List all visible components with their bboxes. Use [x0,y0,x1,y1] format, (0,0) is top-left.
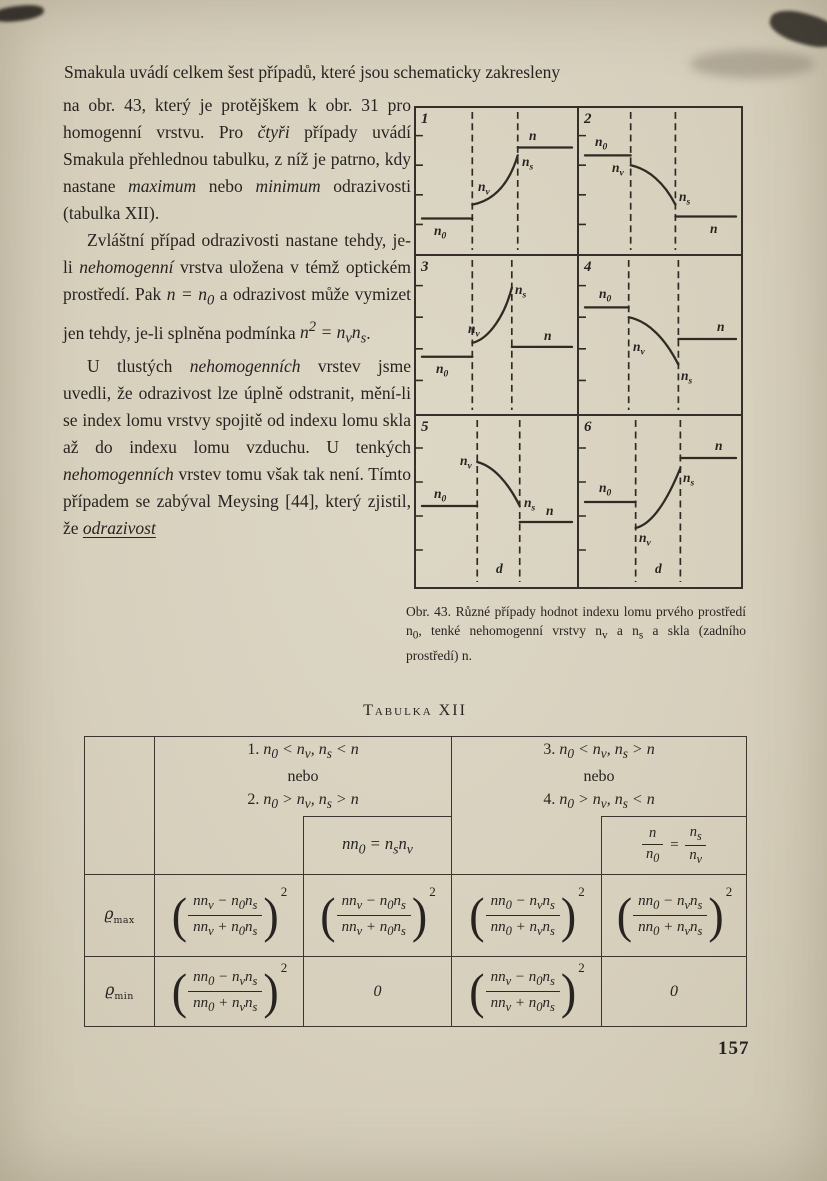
label-d: d [496,561,503,576]
label-n0: $n_0$ [599,480,612,499]
scan-artifact [766,5,827,54]
label-ns: $n_s$ [683,470,695,489]
condition-cases-1-2: $nn_0 = n_sn_v$ [304,817,452,875]
label-ns: $n_s$ [679,189,691,208]
close-paren: ) [263,887,279,943]
open-paren: ( [469,963,485,1019]
label-n: n [717,319,725,334]
label-n0: $n_0$ [595,134,608,153]
index-profile-plot-3 [416,256,577,414]
open-paren: ( [171,887,188,943]
emphasis: minimum [255,176,321,196]
figure-obr-43 [414,106,743,589]
inline-formula: $n^2 = n_vn_s$ [300,319,367,347]
figure-panel-4 [579,256,741,416]
label-nv: $n_v$ [612,160,624,179]
emphasis: nehomogenních [63,463,174,484]
figure-panel-6 [579,416,741,587]
open-paren: ( [320,887,336,943]
equals-sign: = [669,837,680,853]
exponent: 2 [578,883,585,899]
figure-panel-2 [579,108,741,256]
label-n: n [529,128,537,143]
close-paren: ) [263,963,279,1019]
close-paren: ) [560,963,577,1019]
axis-ticks [579,136,586,225]
exponent: 2 [578,959,585,975]
label-n0: $n_0$ [599,286,612,305]
label-nv: $n_v$ [633,339,645,358]
header-nebo: nebo [287,768,319,785]
formula-rho-min-2: 0 [304,957,452,1027]
formula-rho-max-4: ( $\frac{nn_0 - n_vn_s}{nn_0 + n_vn_s}$ ) $^2$ [602,875,747,957]
axis-ticks [416,448,423,550]
label-ns: $n_s$ [681,368,693,387]
label-n: n [544,328,552,343]
exponent: 2 [725,883,733,899]
label-n: n [715,438,723,453]
formula-rho-max-3: ( $\frac{nn_0 - n_vn_s}{nn_0 + n_vn_s}$ ) $^2$ [452,875,602,957]
axis-ticks [416,286,423,381]
panel-number: 2 [584,111,592,127]
panel-number: 5 [421,419,429,435]
panel-number: 3 [421,259,429,275]
intro-line: Smakula uvádí celkem šest případů, které jsou schematicky zakresleny [64,62,561,82]
formula-rho-min-3: ( $\frac{nn_v - n_0n_s}{nn_v + n_0n_s}$ ) $^2$ [452,957,602,1027]
figure-panel-5 [416,416,579,587]
label-ns: $n_s$ [515,282,527,301]
nv-index-curve [631,165,676,204]
paragraph-1: na obr. 43, který je protějškem k obr. 31 pro homogenní vrstvu. Pro čtyři případy uvádí Smakula přehlednou tabulku, z níž je patrno, kdy nastane maximum nebo minimum odrazivosti (tabulka XII). [63,95,411,223]
paragraph-3: U tlustých nehomogenních vrstev jsme uvedli, že odrazivost lze úplně odstranit, mění-li se index lomu vrstvy spojitě od indexu lomu skla až do indexu lomu vzduchu. U tenkých nehomogenních vrstev tomu však tak není. Tímto případem se zabýval Meysing [44], který zjistil, že odrazivost [63,355,411,538]
page-number: 157 [718,1038,750,1059]
emphasis: čtyři [257,122,290,142]
panel-number: 6 [584,419,592,435]
table-corner-cell [85,737,155,875]
label-n0: $n_0$ [434,223,447,242]
axis-ticks [416,136,423,225]
nv-index-curve [636,468,681,528]
table-header-cases-3-4: 3. $n_0 < n_v$, $n_s > n$ nebo 4. $n_0 > n_v$, $n_s < n$ [452,737,747,817]
label-nv: $n_v$ [468,321,480,340]
axis-ticks [579,286,586,381]
paragraph-2: Zvláštní případ odrazivosti nastane tehdy, je-li nehomogenní vrstva uložena v témž optickém prostředí. Pak $n = n_0$ a odrazivost může vymizet jen tehdy, je-li splněna podmínka $n^2 = n_vn_s$. [63,230,411,347]
exponent: 2 [429,883,436,899]
index-profile-plot-4 [579,256,741,414]
axis-ticks [579,448,586,550]
table-title: Tabulka XII [363,702,467,719]
close-paren: ) [411,887,428,943]
exponent: 2 [280,959,288,975]
formula-rho-max-2: ( $\frac{nn_v - n_0n_s}{nn_v + n_0n_s}$ ) $^2$ [304,875,452,957]
close-paren: ) [560,887,577,943]
panel-number: 4 [584,259,592,275]
exponent: 2 [280,883,288,899]
figure-panel-1 [416,108,579,256]
open-paren: ( [469,887,485,943]
formula-rho-min-4: 0 [602,957,747,1027]
scan-artifact [0,3,45,24]
emphasis-underlined: odrazivost [82,517,156,538]
emphasis: nehomogenní [79,257,174,277]
spacer-cell [155,817,304,875]
label-ns: $n_s$ [524,495,536,514]
emphasis: maximum [128,176,197,196]
label-ns: $n_s$ [522,154,534,173]
emphasis: nehomogenních [189,355,301,376]
label-nv: $n_v$ [478,179,490,198]
nv-index-curve [477,462,519,506]
open-paren: ( [616,887,633,943]
header-nebo: nebo [583,768,615,785]
text-column [63,92,411,542]
label-n: n [546,503,554,518]
formula-rho-min-1: ( $\frac{nn_0 - n_vn_s}{nn_0 + n_vn_s}$ ) $^2$ [155,957,304,1027]
table-xii [84,736,747,1027]
label-n: n [710,221,718,236]
row-label-rho-min: $ϱ_{min}$ [85,957,155,1027]
label-n0: $n_0$ [434,486,447,505]
formula-rho-max-1: ( $\frac{nn_v - n_0n_s}{nn_v + n_0n_s}$ ) $^2$ [155,875,304,957]
label-n0: $n_0$ [436,361,449,380]
label-nv: $n_v$ [460,453,472,472]
row-label-rho-max: $ϱ_{max}$ [85,875,155,957]
figure-panel-3 [416,256,579,416]
open-paren: ( [171,963,188,1019]
inline-formula: $n = n_0$ [166,284,215,309]
table-header-cases-1-2: 1. $n_0 < n_v$, $n_s < n$ nebo 2. $n_0 > n_v$, $n_s > n$ [155,737,452,817]
close-paren: ) [708,887,724,943]
condition-cases-3-4: $\frac{n}{n_0}$ = $\frac{n_s}{n_v}$ [602,817,747,875]
label-d: d [655,561,662,576]
spacer-cell [452,817,602,875]
figure-caption: Obr. 43. Různé případy hodnot indexu lomu prvého prostředí $n_0$, tenké nehomogenní vrstvy $n_v$ a $n_s$ a skla (zadního prostředí) n. [406,604,746,663]
panel-number: 1 [421,111,429,127]
label-nv: $n_v$ [639,530,651,549]
